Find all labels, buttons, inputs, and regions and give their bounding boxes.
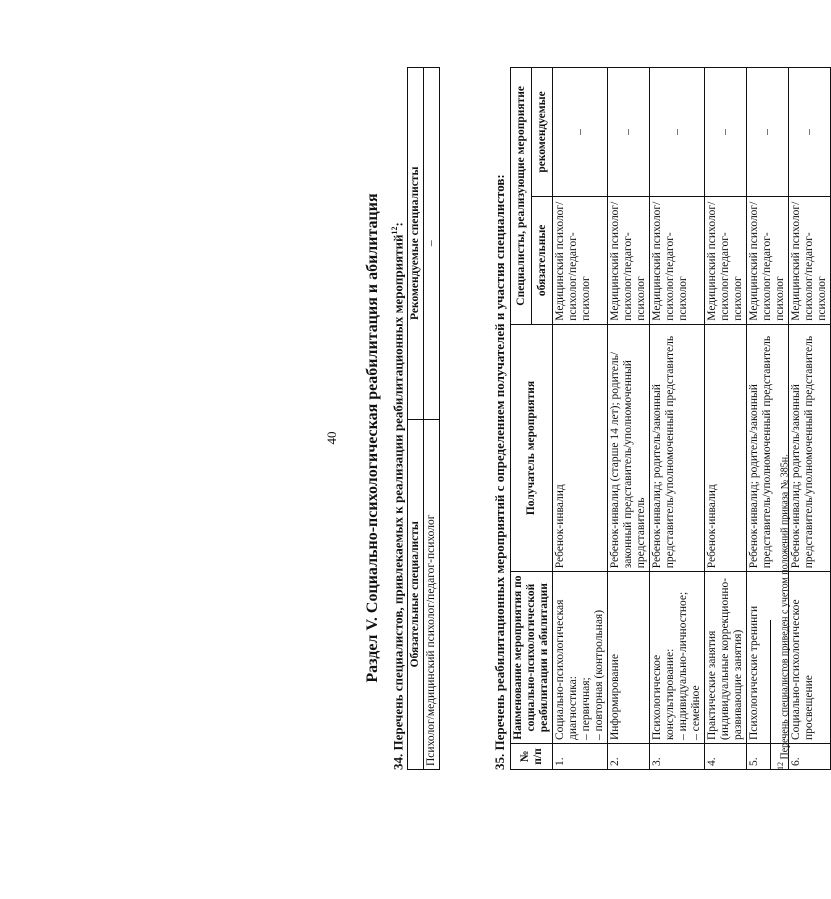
- table-row: [608, 68, 650, 770]
- recommended-specialists-cell: –: [424, 68, 440, 420]
- table-row: [553, 68, 608, 770]
- row-sub-list: [677, 575, 703, 740]
- header-recommended: рекомендуемые: [532, 68, 553, 197]
- row-mandatory: Медицинский психолог/психолог/педагог-психолог: [789, 196, 831, 324]
- section-title: Раздел V. Социально-психологическая реабилитация и абилитация: [364, 193, 381, 683]
- row-recipient: Ребенок-инвалид; родитель/законный представитель/уполномоченный представитель: [650, 324, 705, 572]
- row-sub-item: – повторная (контрольная): [593, 575, 606, 740]
- row-name: [650, 572, 705, 744]
- row-mandatory: Медицинский психолог/психолог/педагог-психолог: [608, 196, 650, 324]
- row-recommended: –: [553, 68, 608, 197]
- row-recipient: Ребенок-инвалид: [705, 324, 747, 572]
- row-name-text: Психологическое консультирование:: [651, 648, 676, 741]
- section-35-heading: 35. Перечень реабилитационных мероприятий с определением получателей и участия специалистов:: [492, 174, 507, 770]
- footnote-rule: [770, 620, 771, 770]
- measures-header-row-1: [511, 68, 532, 770]
- row-name-text: Социально-психологическая диагностика:: [554, 599, 579, 741]
- page-number: [324, 38, 340, 838]
- footnote: [776, 454, 790, 770]
- row-name-text: Социально-психологическое просвещение: [790, 599, 815, 741]
- footnote-text: Перечень специалистов приведен с учетом положений приказа № 385н.: [779, 454, 791, 762]
- row-recommended: –: [608, 68, 650, 197]
- row-recommended: –: [789, 68, 831, 197]
- specialists-header-row: [408, 68, 424, 770]
- row-name-text: Психологические тренинги: [748, 605, 760, 741]
- header-name: Наименование мероприятия по социально-психологической реабилитации и абилитации: [511, 572, 553, 744]
- row-name: [608, 572, 650, 744]
- col-recommended-header: Рекомендуемые специалисты: [408, 68, 424, 420]
- specialists-row: [424, 68, 440, 770]
- row-name: [553, 572, 608, 744]
- row-num: 4.: [705, 744, 747, 770]
- row-num: 2.: [608, 744, 650, 770]
- header-num: № п/п: [511, 744, 553, 770]
- row-recipient: Ребенок-инвалид: [553, 324, 608, 572]
- row-mandatory: Медицинский психолог/психолог/педагог-психолог: [650, 196, 705, 324]
- row-num: 5.: [747, 744, 789, 770]
- row-sub-item: – индивидуально-личностное;: [677, 575, 690, 740]
- header-recipient: Получатель мероприятия: [511, 324, 553, 572]
- row-mandatory: Медицинский психолог/психолог/педагог-психолог: [553, 196, 608, 324]
- row-num: 6.: [789, 744, 831, 770]
- rotated-content: [324, 38, 828, 838]
- row-num: 1.: [553, 744, 608, 770]
- page-number-text: 40: [324, 431, 339, 445]
- row-sub-item: – семейное: [690, 575, 703, 740]
- row-name-text: Практические занятия (индивидуальные коррекционно-развивающие занятия): [706, 577, 744, 741]
- mandatory-specialists-cell: Психолог/медицинский психолог/педагог-психолог: [424, 419, 440, 769]
- section-34-heading-text: 34. Перечень специалистов, привлекаемых к реализации реабилитационных мероприятий: [390, 234, 406, 770]
- header-mandatory: обязательные: [532, 196, 553, 324]
- row-recipient: Ребенок-инвалид; родитель/законный представитель/уполномоченный представитель: [789, 324, 831, 572]
- footnote-ref: 12: [390, 226, 399, 235]
- row-sub-list: [580, 575, 606, 740]
- row-recommended: –: [705, 68, 747, 197]
- row-sub-item: – первичная;: [580, 575, 593, 740]
- header-specialists: Специалисты, реализующие мероприятие: [511, 68, 532, 325]
- table-row: [789, 68, 831, 770]
- table-row: [705, 68, 747, 770]
- footnote-mark: 12: [776, 762, 785, 770]
- row-recommended: –: [650, 68, 705, 197]
- row-name: [705, 572, 747, 744]
- row-mandatory: Медицинский психолог/психолог/педагог-психолог: [747, 196, 789, 324]
- row-recipient: Ребенок-инвалид (старше 14 лет); родитель/законный представитель/уполномоченный представитель: [608, 324, 650, 572]
- table-row: [650, 68, 705, 770]
- row-num: 3.: [650, 744, 705, 770]
- col-mandatory-header: Обязательные специалисты: [408, 419, 424, 769]
- section-34-heading-end: :: [390, 222, 406, 227]
- row-recipient: Ребенок-инвалид; родитель/законный представитель/уполномоченный представитель: [747, 324, 789, 572]
- row-name: [789, 572, 831, 744]
- section-34-heading: [390, 222, 406, 770]
- specialists-table: [407, 67, 440, 770]
- row-name-text: Информирование: [609, 654, 621, 741]
- row-recommended: –: [747, 68, 789, 197]
- row-mandatory: Медицинский психолог/психолог/педагог-психолог: [705, 196, 747, 324]
